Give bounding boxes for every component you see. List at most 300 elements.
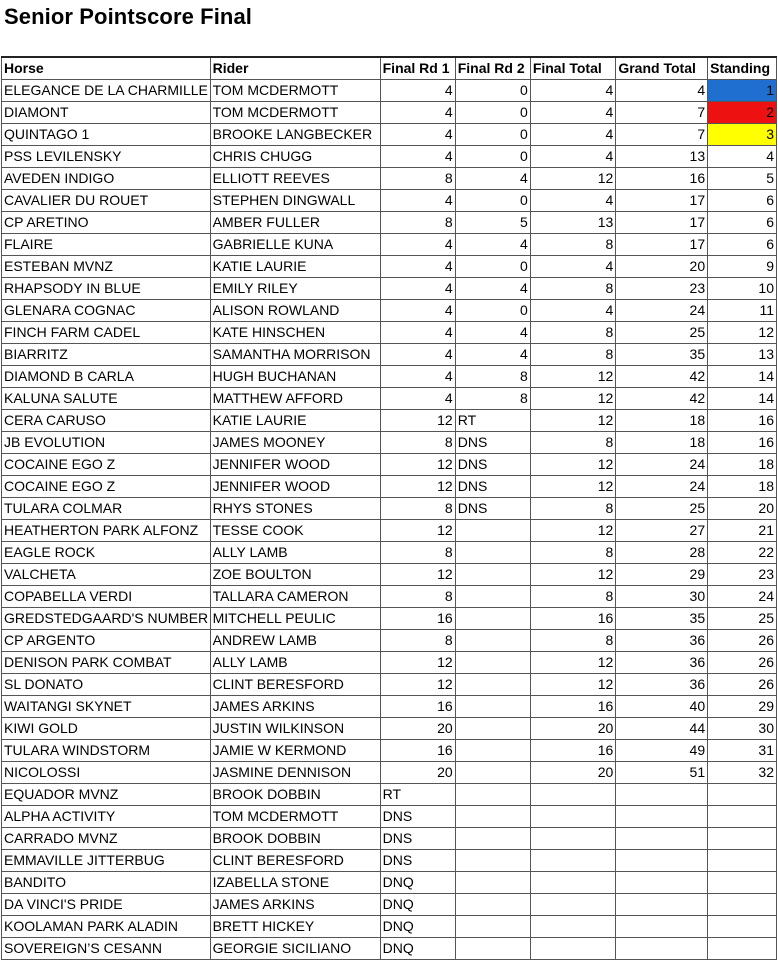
grand-total-cell: 17 (616, 190, 708, 212)
standing-cell: 6 (708, 190, 777, 212)
grand-total-cell: 16 (616, 168, 708, 190)
final-rd-1-cell: 4 (380, 256, 455, 278)
table-row (2, 586, 777, 608)
rider-cell: JAMES MOONEY (210, 432, 380, 454)
table-row (2, 476, 777, 498)
final-rd-1-cell: 4 (380, 278, 455, 300)
final-rd-2-cell (455, 652, 530, 674)
final-rd-1-cell: 12 (380, 476, 455, 498)
table-row (2, 234, 777, 256)
final-total-cell: 8 (530, 278, 616, 300)
table-row (2, 344, 777, 366)
rider-cell: MATTHEW AFFORD (210, 388, 380, 410)
grand-total-cell: 49 (616, 740, 708, 762)
final-total-cell: 4 (530, 124, 616, 146)
horse-cell: BIARRITZ (2, 344, 211, 366)
table-row (2, 168, 777, 190)
final-total-cell: 12 (530, 366, 616, 388)
standing-cell (708, 938, 777, 960)
rider-cell: AMBER FULLER (210, 212, 380, 234)
rider-cell: JUSTIN WILKINSON (210, 718, 380, 740)
final-rd-1-cell: 4 (380, 388, 455, 410)
rider-cell: BRETT HICKEY (210, 916, 380, 938)
final-rd-1-cell: DNS (380, 828, 455, 850)
final-rd-2-cell: 0 (455, 80, 530, 102)
grand-total-cell: 44 (616, 718, 708, 740)
grand-total-cell: 25 (616, 322, 708, 344)
standing-cell: 16 (708, 432, 777, 454)
standing-cell: 25 (708, 608, 777, 630)
rider-cell: MITCHELL PEULIC (210, 608, 380, 630)
final-rd-1-cell: 20 (380, 718, 455, 740)
table-row (2, 520, 777, 542)
final-rd-2-cell: 0 (455, 124, 530, 146)
horse-cell: COCAINE EGO Z (2, 476, 211, 498)
final-rd-1-cell: DNQ (380, 916, 455, 938)
table-row (2, 674, 777, 696)
final-rd-2-cell: 0 (455, 190, 530, 212)
final-rd-2-cell: 8 (455, 388, 530, 410)
rider-cell: ZOE BOULTON (210, 564, 380, 586)
rider-cell: CLINT BERESFORD (210, 674, 380, 696)
table-row (2, 762, 777, 784)
horse-cell: NICOLOSSI (2, 762, 211, 784)
table-row (2, 190, 777, 212)
standing-cell: 14 (708, 366, 777, 388)
table-row (2, 366, 777, 388)
final-total-cell (530, 828, 616, 850)
grand-total-cell: 30 (616, 586, 708, 608)
horse-cell: EQUADOR MVNZ (2, 784, 211, 806)
final-total-cell: 8 (530, 542, 616, 564)
grand-total-cell: 35 (616, 344, 708, 366)
final-rd-2-cell: 4 (455, 168, 530, 190)
page-title: Senior Pointscore Final (4, 4, 253, 29)
final-total-cell (530, 784, 616, 806)
final-rd-2-cell: DNS (455, 498, 530, 520)
standing-cell: 1 (708, 80, 777, 102)
final-rd-1-cell: DNQ (380, 894, 455, 916)
grand-total-cell: 36 (616, 630, 708, 652)
standing-cell: 9 (708, 256, 777, 278)
final-rd-1-cell: 4 (380, 190, 455, 212)
final-rd-1-cell: 8 (380, 586, 455, 608)
final-rd-2-cell (455, 762, 530, 784)
horse-cell: QUINTAGO 1 (2, 124, 211, 146)
table-row (2, 388, 777, 410)
grand-total-cell: 24 (616, 454, 708, 476)
final-rd-1-cell: 4 (380, 146, 455, 168)
grand-total-cell: 42 (616, 366, 708, 388)
column-header-final-total: Final Total (530, 57, 616, 80)
final-rd-2-cell (455, 674, 530, 696)
final-rd-1-cell: 16 (380, 608, 455, 630)
final-total-cell: 4 (530, 256, 616, 278)
final-total-cell (530, 850, 616, 872)
table-row (2, 256, 777, 278)
table-row (2, 740, 777, 762)
final-total-cell: 8 (530, 498, 616, 520)
grand-total-cell: 7 (616, 124, 708, 146)
final-rd-1-cell: 12 (380, 520, 455, 542)
standing-cell: 20 (708, 498, 777, 520)
final-rd-2-cell (455, 608, 530, 630)
final-rd-2-cell: 8 (455, 366, 530, 388)
grand-total-cell (616, 806, 708, 828)
final-rd-2-cell (455, 696, 530, 718)
standing-cell: 21 (708, 520, 777, 542)
final-rd-2-cell (455, 542, 530, 564)
horse-cell: GLENARA COGNAC (2, 300, 211, 322)
standing-cell: 13 (708, 344, 777, 366)
final-rd-1-cell: DNQ (380, 938, 455, 960)
final-total-cell: 20 (530, 718, 616, 740)
final-rd-1-cell: 8 (380, 212, 455, 234)
final-rd-1-cell: 12 (380, 454, 455, 476)
column-header-final-rd-2: Final Rd 2 (455, 57, 530, 80)
final-total-cell (530, 916, 616, 938)
rider-cell: TESSE COOK (210, 520, 380, 542)
final-rd-1-cell: RT (380, 784, 455, 806)
standing-cell (708, 894, 777, 916)
horse-cell: CERA CARUSO (2, 410, 211, 432)
final-rd-1-cell: 12 (380, 674, 455, 696)
table-row (2, 718, 777, 740)
standing-cell: 24 (708, 586, 777, 608)
results-table (1, 56, 777, 960)
standing-cell: 12 (708, 322, 777, 344)
rider-cell: JAMES ARKINS (210, 894, 380, 916)
final-total-cell: 12 (530, 652, 616, 674)
horse-cell: VALCHETA (2, 564, 211, 586)
grand-total-cell (616, 828, 708, 850)
final-total-cell: 4 (530, 190, 616, 212)
final-total-cell: 8 (530, 586, 616, 608)
horse-cell: DIAMONT (2, 102, 211, 124)
rider-cell: TOM MCDERMOTT (210, 806, 380, 828)
final-rd-1-cell: 8 (380, 630, 455, 652)
final-total-cell: 8 (530, 344, 616, 366)
rider-cell: BROOKE LANGBECKER (210, 124, 380, 146)
table-row (2, 850, 777, 872)
grand-total-cell: 36 (616, 652, 708, 674)
final-rd-2-cell (455, 630, 530, 652)
final-total-cell: 4 (530, 80, 616, 102)
standing-cell: 2 (708, 102, 777, 124)
standing-cell: 5 (708, 168, 777, 190)
final-rd-2-cell: 5 (455, 212, 530, 234)
horse-cell: JB EVOLUTION (2, 432, 211, 454)
final-total-cell (530, 894, 616, 916)
final-rd-1-cell: 4 (380, 234, 455, 256)
horse-cell: AVEDEN INDIGO (2, 168, 211, 190)
rider-cell: JAMIE W KERMOND (210, 740, 380, 762)
table-row (2, 300, 777, 322)
horse-cell: HEATHERTON PARK ALFONZ (2, 520, 211, 542)
final-total-cell: 12 (530, 520, 616, 542)
rider-cell: KATIE LAURIE (210, 410, 380, 432)
grand-total-cell: 36 (616, 674, 708, 696)
final-total-cell: 12 (530, 454, 616, 476)
final-rd-2-cell (455, 894, 530, 916)
standing-cell: 4 (708, 146, 777, 168)
rider-cell: BROOK DOBBIN (210, 784, 380, 806)
final-rd-1-cell: 12 (380, 564, 455, 586)
column-header-final-rd-1: Final Rd 1 (380, 57, 455, 80)
table-row (2, 124, 777, 146)
standing-cell: 26 (708, 630, 777, 652)
standing-cell (708, 784, 777, 806)
table-row (2, 146, 777, 168)
horse-cell: DA VINCI'S PRIDE (2, 894, 211, 916)
final-rd-2-cell: 4 (455, 322, 530, 344)
rider-cell: TOM MCDERMOTT (210, 102, 380, 124)
final-rd-2-cell (455, 784, 530, 806)
horse-cell: EAGLE ROCK (2, 542, 211, 564)
rider-cell: TOM MCDERMOTT (210, 80, 380, 102)
grand-total-cell: 27 (616, 520, 708, 542)
horse-cell: WAITANGI SKYNET (2, 696, 211, 718)
standing-cell: 11 (708, 300, 777, 322)
standing-cell (708, 916, 777, 938)
horse-cell: TULARA WINDSTORM (2, 740, 211, 762)
rider-cell: RHYS STONES (210, 498, 380, 520)
rider-cell: GEORGIE SICILIANO (210, 938, 380, 960)
final-total-cell: 13 (530, 212, 616, 234)
final-rd-2-cell (455, 806, 530, 828)
final-total-cell: 16 (530, 608, 616, 630)
grand-total-cell: 23 (616, 278, 708, 300)
standing-cell: 26 (708, 674, 777, 696)
final-rd-1-cell: 4 (380, 322, 455, 344)
final-total-cell: 12 (530, 168, 616, 190)
horse-cell: KALUNA SALUTE (2, 388, 211, 410)
grand-total-cell (616, 894, 708, 916)
table-row (2, 916, 777, 938)
table-row (2, 630, 777, 652)
final-rd-2-cell (455, 828, 530, 850)
standing-cell: 16 (708, 410, 777, 432)
standing-cell (708, 872, 777, 894)
horse-cell: COPABELLA VERDI (2, 586, 211, 608)
horse-cell: GREDSTEDGAARD'S NUMBER (2, 608, 211, 630)
final-rd-1-cell: 8 (380, 542, 455, 564)
horse-cell: ALPHA ACTIVITY (2, 806, 211, 828)
final-rd-2-cell (455, 938, 530, 960)
standing-cell (708, 806, 777, 828)
final-total-cell: 8 (530, 432, 616, 454)
grand-total-cell: 4 (616, 80, 708, 102)
final-total-cell: 12 (530, 674, 616, 696)
final-total-cell: 20 (530, 762, 616, 784)
horse-cell: CP ARETINO (2, 212, 211, 234)
final-total-cell (530, 806, 616, 828)
table-row (2, 322, 777, 344)
final-rd-1-cell: 8 (380, 498, 455, 520)
final-total-cell: 4 (530, 300, 616, 322)
grand-total-cell: 13 (616, 146, 708, 168)
grand-total-cell: 7 (616, 102, 708, 124)
horse-cell: CP ARGENTO (2, 630, 211, 652)
rider-cell: KATE HINSCHEN (210, 322, 380, 344)
final-rd-1-cell: 4 (380, 124, 455, 146)
rider-cell: JAMES ARKINS (210, 696, 380, 718)
horse-cell: KOOLAMAN PARK ALADIN (2, 916, 211, 938)
grand-total-cell: 40 (616, 696, 708, 718)
grand-total-cell (616, 872, 708, 894)
final-rd-2-cell (455, 850, 530, 872)
grand-total-cell: 42 (616, 388, 708, 410)
standing-cell (708, 850, 777, 872)
final-rd-2-cell (455, 740, 530, 762)
final-rd-1-cell: 4 (380, 300, 455, 322)
table-row (2, 498, 777, 520)
grand-total-cell: 20 (616, 256, 708, 278)
final-rd-2-cell (455, 564, 530, 586)
grand-total-cell (616, 916, 708, 938)
final-rd-1-cell: 20 (380, 762, 455, 784)
final-rd-1-cell: 12 (380, 410, 455, 432)
final-total-cell: 8 (530, 322, 616, 344)
rider-cell: JASMINE DENNISON (210, 762, 380, 784)
final-rd-2-cell: 4 (455, 344, 530, 366)
grand-total-cell: 18 (616, 410, 708, 432)
final-total-cell: 16 (530, 740, 616, 762)
grand-total-cell: 17 (616, 212, 708, 234)
horse-cell: SL DONATO (2, 674, 211, 696)
horse-cell: CAVALIER DU ROUET (2, 190, 211, 212)
final-rd-1-cell: 8 (380, 432, 455, 454)
standing-cell: 22 (708, 542, 777, 564)
table-row (2, 894, 777, 916)
rider-cell: BROOK DOBBIN (210, 828, 380, 850)
final-total-cell: 4 (530, 102, 616, 124)
horse-cell: TULARA COLMAR (2, 498, 211, 520)
table-row (2, 542, 777, 564)
rider-cell: SAMANTHA MORRISON (210, 344, 380, 366)
final-rd-2-cell: 4 (455, 278, 530, 300)
final-rd-2-cell: RT (455, 410, 530, 432)
rider-cell: CLINT BERESFORD (210, 850, 380, 872)
standing-cell: 6 (708, 234, 777, 256)
standing-cell: 18 (708, 476, 777, 498)
final-rd-2-cell (455, 916, 530, 938)
table-header-row (2, 57, 777, 80)
table-row (2, 212, 777, 234)
table-row (2, 652, 777, 674)
table-row (2, 872, 777, 894)
final-rd-2-cell: DNS (455, 454, 530, 476)
column-header-horse: Horse (2, 57, 211, 80)
final-total-cell: 12 (530, 410, 616, 432)
final-rd-2-cell: 0 (455, 256, 530, 278)
grand-total-cell: 28 (616, 542, 708, 564)
rider-cell: CHRIS CHUGG (210, 146, 380, 168)
grand-total-cell: 24 (616, 476, 708, 498)
standing-cell: 32 (708, 762, 777, 784)
horse-cell: DIAMOND B CARLA (2, 366, 211, 388)
rider-cell: TALLARA CAMERON (210, 586, 380, 608)
final-rd-2-cell (455, 718, 530, 740)
final-rd-1-cell: DNQ (380, 872, 455, 894)
final-total-cell: 8 (530, 234, 616, 256)
horse-cell: ELEGANCE DE LA CHARMILLE (2, 80, 211, 102)
table-row (2, 806, 777, 828)
final-rd-2-cell (455, 520, 530, 542)
grand-total-cell: 29 (616, 564, 708, 586)
grand-total-cell (616, 784, 708, 806)
rider-cell: EMILY RILEY (210, 278, 380, 300)
horse-cell: COCAINE EGO Z (2, 454, 211, 476)
final-rd-1-cell: DNS (380, 850, 455, 872)
horse-cell: PSS LEVILENSKY (2, 146, 211, 168)
final-rd-2-cell: 4 (455, 234, 530, 256)
table-row (2, 938, 777, 960)
standing-cell: 3 (708, 124, 777, 146)
table-row (2, 432, 777, 454)
standing-cell: 23 (708, 564, 777, 586)
horse-cell: RHAPSODY IN BLUE (2, 278, 211, 300)
final-rd-2-cell: 0 (455, 300, 530, 322)
grand-total-cell: 17 (616, 234, 708, 256)
grand-total-cell (616, 850, 708, 872)
table-row (2, 696, 777, 718)
horse-cell: CARRADO MVNZ (2, 828, 211, 850)
horse-cell: BANDITO (2, 872, 211, 894)
final-rd-2-cell: 0 (455, 102, 530, 124)
rider-cell: ANDREW LAMB (210, 630, 380, 652)
horse-cell: EMMAVILLE JITTERBUG (2, 850, 211, 872)
rider-cell: IZABELLA STONE (210, 872, 380, 894)
horse-cell: FINCH FARM CADEL (2, 322, 211, 344)
standing-cell: 14 (708, 388, 777, 410)
standing-cell: 30 (708, 718, 777, 740)
final-total-cell (530, 872, 616, 894)
final-rd-2-cell (455, 586, 530, 608)
final-rd-1-cell: DNS (380, 806, 455, 828)
rider-cell: STEPHEN DINGWALL (210, 190, 380, 212)
rider-cell: ELLIOTT REEVES (210, 168, 380, 190)
final-rd-2-cell: DNS (455, 476, 530, 498)
final-rd-1-cell: 4 (380, 366, 455, 388)
grand-total-cell: 25 (616, 498, 708, 520)
final-rd-1-cell: 4 (380, 80, 455, 102)
standing-cell (708, 828, 777, 850)
grand-total-cell: 18 (616, 432, 708, 454)
horse-cell: FLAIRE (2, 234, 211, 256)
rider-cell: ALISON ROWLAND (210, 300, 380, 322)
final-rd-1-cell: 12 (380, 652, 455, 674)
final-total-cell: 12 (530, 476, 616, 498)
rider-cell: ALLY LAMB (210, 652, 380, 674)
rider-cell: GABRIELLE KUNA (210, 234, 380, 256)
final-rd-2-cell (455, 872, 530, 894)
horse-cell: SOVEREIGN’S CESANN (2, 938, 211, 960)
final-total-cell: 8 (530, 630, 616, 652)
final-total-cell: 4 (530, 146, 616, 168)
grand-total-cell: 24 (616, 300, 708, 322)
final-total-cell: 16 (530, 696, 616, 718)
grand-total-cell: 35 (616, 608, 708, 630)
results-body (2, 80, 777, 960)
rider-cell: JENNIFER WOOD (210, 454, 380, 476)
standing-cell: 10 (708, 278, 777, 300)
rider-cell: JENNIFER WOOD (210, 476, 380, 498)
standing-cell: 26 (708, 652, 777, 674)
standing-cell: 6 (708, 212, 777, 234)
final-rd-1-cell: 4 (380, 344, 455, 366)
final-total-cell: 12 (530, 388, 616, 410)
